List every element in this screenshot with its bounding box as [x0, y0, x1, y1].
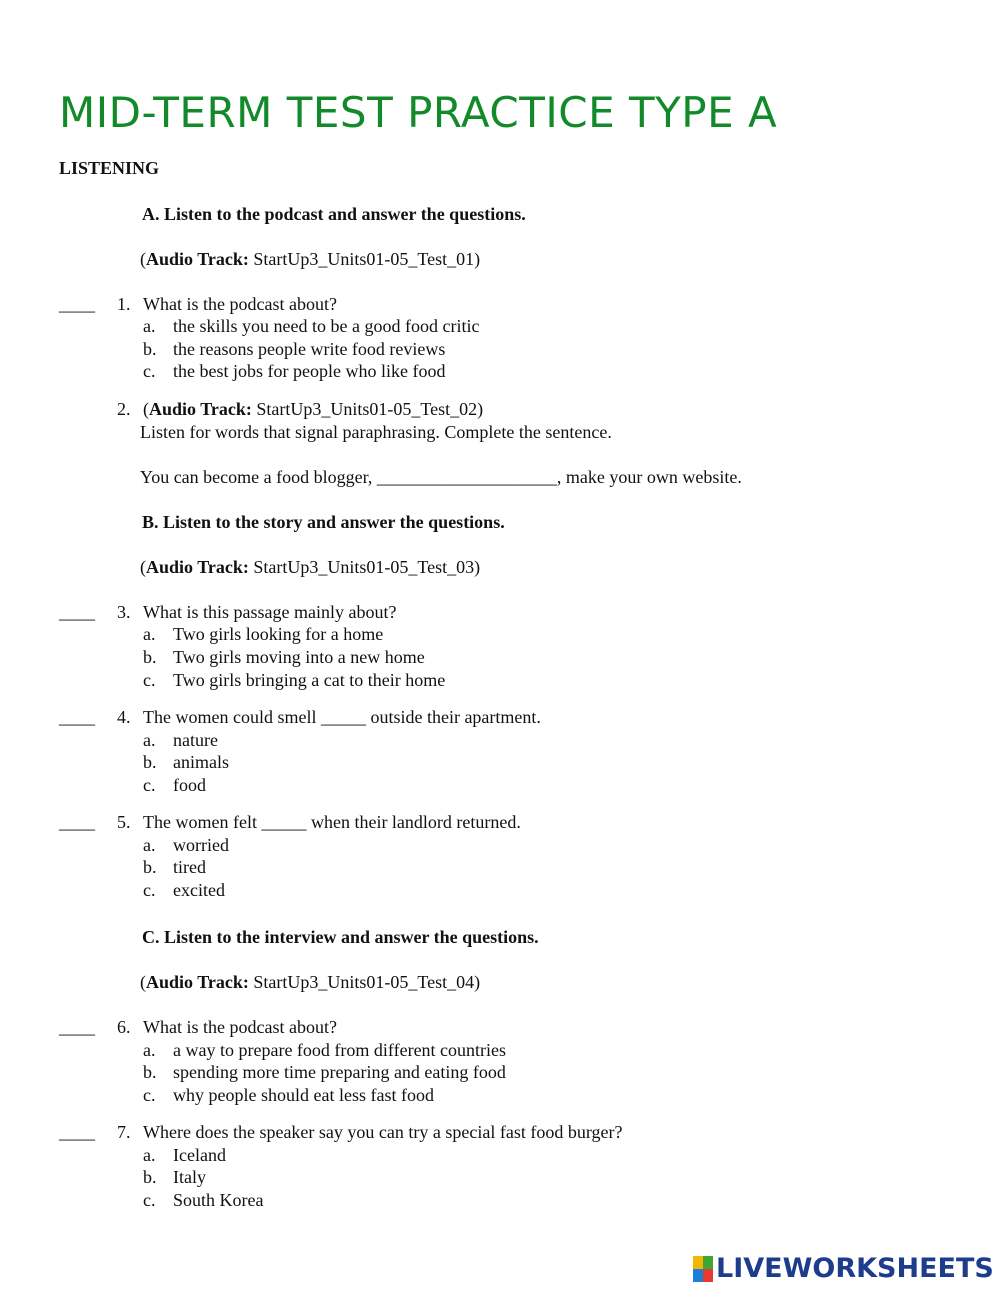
question-number: 7. — [117, 1122, 131, 1142]
option-letter: c. — [143, 361, 156, 381]
option-text: a way to prepare food from different countries — [173, 1040, 507, 1060]
question-number: 1. — [117, 294, 131, 314]
option-text: food — [173, 775, 206, 795]
question-text: What is the podcast about? — [143, 294, 337, 314]
answer-blank[interactable]: ____ — [59, 707, 95, 727]
question-number: 2. — [117, 399, 131, 419]
audio-track-label: Audio Track: — [146, 557, 249, 577]
option-letter: b. — [143, 339, 157, 359]
option-text: South Korea — [173, 1190, 264, 1210]
option-letter: b. — [143, 857, 157, 877]
option-letter: a. — [143, 1040, 156, 1060]
audio-track-file: StartUp3_Units01-05_Test_03 — [253, 557, 475, 577]
option-text: excited — [173, 880, 225, 900]
option-text: the best jobs for people who like food — [173, 361, 446, 381]
option-text: the skills you need to be a good food critic — [173, 316, 480, 336]
option-text: why people should eat less fast food — [173, 1085, 434, 1105]
question-number: 5. — [117, 812, 131, 832]
question-text: The women could smell _____ outside their apartment. — [143, 707, 541, 727]
option-letter: c. — [143, 1085, 156, 1105]
option-text: the reasons people write food reviews — [173, 339, 446, 359]
question-number: 4. — [117, 707, 131, 727]
audio-track-file: StartUp3_Units01-05_Test_04 — [253, 972, 475, 992]
section-heading: LISTENING — [59, 158, 160, 178]
option-text: tired — [173, 857, 206, 877]
option-letter: c. — [143, 880, 156, 900]
option-letter: b. — [143, 1167, 157, 1187]
audio-track-label: Audio Track: — [149, 399, 252, 419]
part-b-audio-track: (Audio Track: StartUp3_Units01-05_Test_03) — [140, 557, 481, 577]
fill-in-sentence[interactable]: You can become a food blogger, ____________________, make your own website. — [140, 467, 742, 487]
answer-blank[interactable]: ____ — [59, 602, 95, 622]
liveworksheets-logo — [693, 1253, 994, 1284]
option-letter: b. — [143, 1062, 157, 1082]
answer-blank[interactable]: ____ — [59, 294, 95, 314]
option-letter: b. — [143, 647, 157, 667]
option-letter: a. — [143, 1145, 156, 1165]
audio-track-file: StartUp3_Units01-05_Test_02 — [256, 399, 478, 419]
option-letter: a. — [143, 835, 156, 855]
part-c-audio-track: (Audio Track: StartUp3_Units01-05_Test_04) — [140, 972, 481, 992]
part-a-audio-track: (Audio Track: StartUp3_Units01-05_Test_01) — [140, 249, 481, 269]
answer-blank[interactable]: ____ — [59, 812, 95, 832]
part-c-heading: C. Listen to the interview and answer the questions. — [142, 927, 539, 947]
option-letter: c. — [143, 775, 156, 795]
question-text: The women felt _____ when their landlord returned. — [143, 812, 521, 832]
audio-track-file: StartUp3_Units01-05_Test_01 — [253, 249, 475, 269]
option-letter: b. — [143, 752, 157, 772]
option-text: worried — [173, 835, 229, 855]
answer-blank[interactable]: ____ — [59, 1017, 95, 1037]
question-instruction: Listen for words that signal paraphrasing. Complete the sentence. — [140, 422, 612, 442]
option-text: Two girls bringing a cat to their home — [173, 670, 446, 690]
option-text: Italy — [173, 1167, 206, 1187]
answer-blank[interactable]: ____ — [59, 1122, 95, 1142]
logo-text: LIVEWORKSHEETS — [716, 1253, 994, 1284]
question-text: What is the podcast about? — [143, 1017, 337, 1037]
question-number: 3. — [117, 602, 131, 622]
option-letter: c. — [143, 1190, 156, 1210]
audio-track-label: Audio Track: — [146, 972, 249, 992]
option-letter: c. — [143, 670, 156, 690]
page-title: MID-TERM TEST PRACTICE TYPE A — [59, 88, 778, 137]
option-text: Two girls moving into a new home — [173, 647, 425, 667]
part-a-heading: A. Listen to the podcast and answer the questions. — [142, 204, 526, 224]
option-letter: a. — [143, 624, 156, 644]
option-text: spending more time preparing and eating food — [173, 1062, 506, 1082]
liveworksheets-logo-icon — [693, 1256, 713, 1282]
question-text: Where does the speaker say you can try a special fast food burger? — [143, 1122, 623, 1142]
audio-track-label: Audio Track: — [146, 249, 249, 269]
question-text: What is this passage mainly about? — [143, 602, 397, 622]
question-number: 6. — [117, 1017, 131, 1037]
option-letter: a. — [143, 730, 156, 750]
option-text: nature — [173, 730, 218, 750]
option-text: animals — [173, 752, 229, 772]
option-text: Iceland — [173, 1145, 226, 1165]
option-text: Two girls looking for a home — [173, 624, 384, 644]
option-letter: a. — [143, 316, 156, 336]
part-b-heading: B. Listen to the story and answer the questions. — [142, 512, 505, 532]
question-2-audio-track: (Audio Track: StartUp3_Units01-05_Test_02) — [143, 399, 484, 419]
